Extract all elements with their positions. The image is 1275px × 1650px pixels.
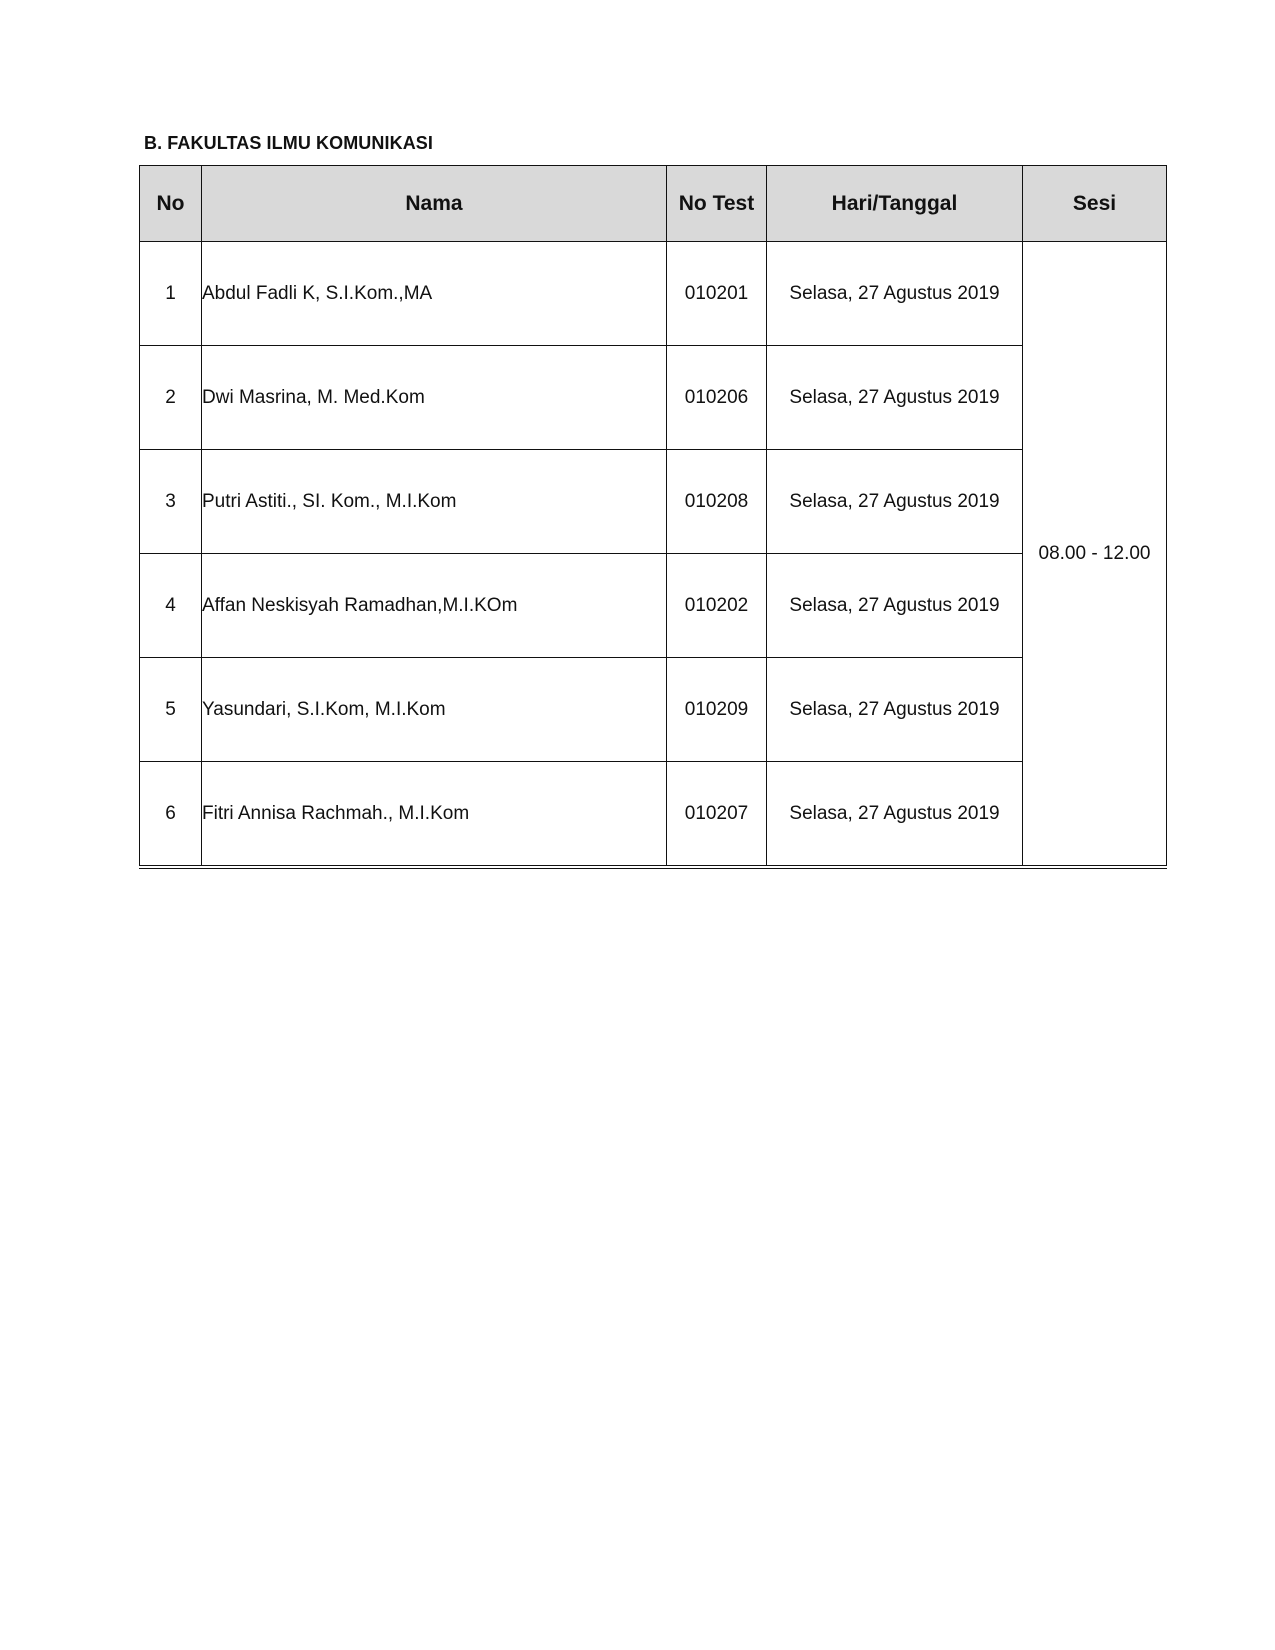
section-title: B. FAKULTAS ILMU KOMUNIKASI [144,133,434,153]
header-no-test: No Test [667,166,767,242]
cell-no-test: 010206 [667,346,767,450]
cell-no-test: 010201 [667,242,767,346]
table-row [140,242,1167,346]
cell-no-test: 010208 [667,450,767,554]
table-row [140,762,1167,868]
cell-nama: Abdul Fadli K, S.I.Kom.,MA [202,242,667,346]
cell-no: 2 [140,346,202,450]
cell-hari-tanggal: Selasa, 27 Agustus 2019 [767,346,1023,450]
cell-nama: Dwi Masrina, M. Med.Kom [202,346,667,450]
cell-hari-tanggal: Selasa, 27 Agustus 2019 [767,762,1023,868]
table-row [140,450,1167,554]
cell-hari-tanggal: Selasa, 27 Agustus 2019 [767,658,1023,762]
cell-no: 3 [140,450,202,554]
cell-no-test: 010207 [667,762,767,868]
header-nama: Nama [202,166,667,242]
cell-no: 5 [140,658,202,762]
table-row [140,658,1167,762]
header-sesi: Sesi [1023,166,1167,242]
schedule-table [139,165,1167,869]
cell-hari-tanggal: Selasa, 27 Agustus 2019 [767,450,1023,554]
cell-sesi: 08.00 - 12.00 [1023,242,1167,868]
cell-nama: Fitri Annisa Rachmah., M.I.Kom [202,762,667,868]
cell-hari-tanggal: Selasa, 27 Agustus 2019 [767,242,1023,346]
header-hari-tanggal: Hari/Tanggal [767,166,1023,242]
cell-no: 4 [140,554,202,658]
cell-hari-tanggal: Selasa, 27 Agustus 2019 [767,554,1023,658]
cell-no: 1 [140,242,202,346]
cell-no-test: 010202 [667,554,767,658]
header-no: No [140,166,202,242]
table-row [140,346,1167,450]
cell-nama: Putri Astiti., SI. Kom., M.I.Kom [202,450,667,554]
cell-nama: Yasundari, S.I.Kom, M.I.Kom [202,658,667,762]
table-row [140,554,1167,658]
cell-nama: Affan Neskisyah Ramadhan,M.I.KOm [202,554,667,658]
cell-no-test: 010209 [667,658,767,762]
cell-no: 6 [140,762,202,868]
table-header-row [140,166,1167,242]
